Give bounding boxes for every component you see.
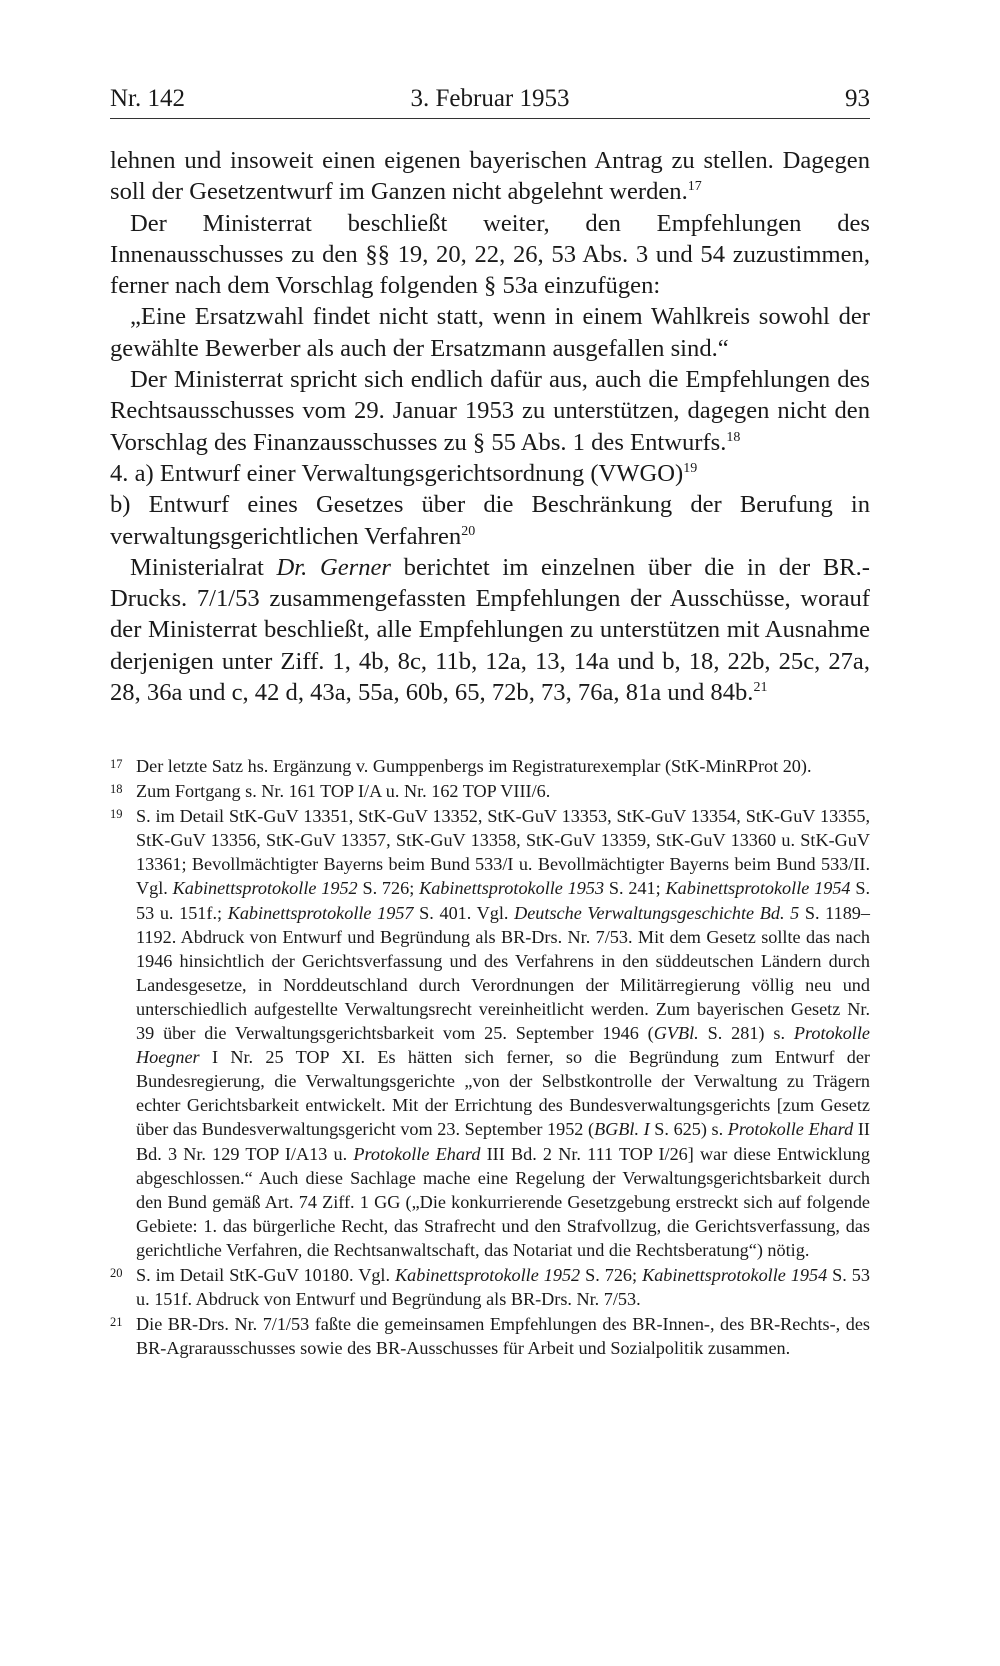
footnote-ref-17[interactable]: 17 bbox=[687, 179, 702, 195]
footnote-number: 19 bbox=[110, 807, 123, 822]
speaker-name: Dr. Gerner bbox=[276, 553, 391, 581]
footnote-17 bbox=[110, 754, 870, 778]
footnotes bbox=[110, 754, 870, 1361]
quoted-paragraph: „Eine Ersatzwahl findet nicht statt, wenn in einem Wahlkreis sowohl der gewählte Bewerber als auch der Ersatzmann ausgefallen sind.“ bbox=[110, 303, 870, 362]
paragraph-2: Der Ministerrat beschließt weiter, den Empfehlungen des Innenausschusses zu den §§ 19, 20, 22, 26, 53 Abs. 3 und 54 zuzustimmen, ferner nach dem Vorschlag folgenden § 53a einzufügen: bbox=[110, 209, 870, 300]
paragraph-1: lehnen und insoweit einen eigenen bayerischen Antrag zu stellen. Dagegen soll der Gesetzentwurf im Ganzen nicht abgelehnt werden.$^{17}$ bbox=[110, 147, 870, 206]
footnote-text: S. im Detail StK-GuV 10180. Vgl. Kabinettsprotokolle 1952 S. 726; Kabinettsprotokolle 1954 S. 53 u. 151f. Abdruck von Entwurf und Begründung als BR-Drs. Nr. 7/53. bbox=[136, 1264, 870, 1310]
footnote-ref-21[interactable]: 21 bbox=[753, 680, 768, 696]
footnote-ref-20[interactable]: 20 bbox=[461, 523, 476, 539]
document-number: Nr. 142 bbox=[110, 85, 185, 112]
page-number: 93 bbox=[845, 85, 870, 112]
paragraph-3: Der Ministerrat spricht sich endlich dafür aus, auch die Empfehlungen des Rechtsausschusses vom 29. Januar 1953 zu unterstützen, dagegen nicht den Vorschlag des Finanzausschusses zu § 55 Abs. 1 des Entwurfs.$^{18}$ bbox=[110, 366, 870, 456]
footnote-ref-19[interactable]: 19 bbox=[683, 460, 698, 476]
footnote-ref-18[interactable]: 18 bbox=[726, 429, 741, 445]
footnote-18 bbox=[110, 779, 870, 803]
running-header bbox=[110, 84, 870, 119]
footnote-text: Der letzte Satz hs. Ergänzung v. Gumppenbergs im Registraturexemplar (StK-MinRProt 20). bbox=[136, 756, 812, 776]
footnote-21 bbox=[110, 1312, 870, 1360]
agenda-item-4b: b) Entwurf eines Gesetzes über die Beschränkung der Berufung in verwaltungsgerichtlichen Verfahren$^{20}$ bbox=[110, 491, 870, 550]
main-text bbox=[110, 145, 870, 708]
footnote-number: 17 bbox=[110, 757, 123, 771]
footnote-number: 21 bbox=[110, 1315, 123, 1330]
header-date: 3. Februar 1953 bbox=[410, 85, 570, 112]
footnote-text: Zum Fortgang s. Nr. 161 TOP I/A u. Nr. 162 TOP VIII/6. bbox=[136, 781, 551, 802]
footnote-20 bbox=[110, 1263, 870, 1311]
footnote-text: Die BR-Drs. Nr. 7/1/53 faßte die gemeinsamen Empfehlungen des BR-Innen-, des BR-Rechts-, des BR-Agrarausschusses sowie des BR-Ausschusses für Arbeit und Sozialpolitik zusammen. bbox=[136, 1314, 870, 1359]
paragraph-4: Ministerialrat Dr. Gerner berichtet im einzelnen über die in der BR.-Drucks. 7/1/53 zusammengefassten Empfehlungen der Ausschüsse, worauf der Ministerrat beschließt, alle Empfehlungen zu unterstützen mit Ausnahme derjenigen unter Ziff. 1, 4b, 8c, 11b, 12a, 13, 14a und b, 18, 22b, 25c, 27a, 28, 36a und c, 42 d, 43a, 55a, 60b, 65, 72b, 73, 76a, 81a und 84b.$^{21}$ bbox=[110, 553, 870, 707]
footnote-19 bbox=[110, 804, 870, 1262]
agenda-item-4a: 4. a) Entwurf einer Verwaltungsgerichtsordnung (VWGO)$^{19}$ bbox=[110, 459, 698, 487]
footnote-number: 20 bbox=[110, 1265, 123, 1280]
footnote-number: 18 bbox=[110, 782, 123, 797]
footnote-text: S. im Detail StK-GuV 13351, StK-GuV 13352, StK-GuV 13353, StK-GuV 13354, StK-GuV 13355, StK-GuV 13356, StK-GuV 13357, StK-GuV 13358, StK-GuV 13359, StK-GuV 13360 u. StK-GuV 13361; Bevollmächtigter Bayerns beim Bund 533/I u. Bevollmächtigter Bayerns beim Bund 533/II. Vgl. Kabinettsprotokolle 1952 S. 726; Kabinettsprotokolle 1953 S. 241; Kabinettsprotokolle 1954 S. 53 u. 151f.; Kabinettsprotokolle 1957 S. 401. Vgl. Deutsche Verwaltungsgeschichte Bd. 5 S. 1189–1192. Abdruck von Entwurf und Begründung als BR-Drs. Nr. 7/53. Mit dem Gesetz sollte das nach 1946 hinsichtlich der Gerichtsverfassung und des Verfahrens in den süddeutschen Ländern durch Landesgesetze, in Norddeutschland durch Verordnungen der Militärregierung völlig neu und unterschiedlich aufgestellte Verwaltungsrecht vereinheitlicht werden. Zum bayerischen Gesetz Nr. 39 über die Verwaltungsgerichtsbarkeit vom 25. September 1946 (GVBl. S. 281) s. Protokolle Hoegner I Nr. 25 TOP XI. Es hätten sich ferner, so die Begründung zum Entwurf der Bundesregierung, die Verwaltungsgerichte „von der Selbstkontrolle der Verwaltung zu Trägern echter Gerichtsbarkeit entwickelt. Mit der Errichtung des Bundesverwaltungsgerichts [zum Gesetz über das Bundesverwaltungsgericht vom 23. September 1952 (BGBl. I S. 625) s. Protokolle Ehard II Bd. 3 Nr. 129 TOP I/A13 u. Protokolle Ehard III Bd. 2 Nr. 111 TOP I/26] war diese Entwicklung abgeschlossen.“ Auch diese Sachlage mache eine Regelung der Verwaltungsgerichtsbarkeit durch den Bund gemäß Art. 74 Ziff. 1 GG („Die konkurrierende Gesetzgebung erstreckt sich auf folgende Gebiete: 1. das bürgerliche Recht, das Strafrecht und den Strafvollzug, die Gerichtsverfassung, das gerichtliche Verfahren, die Rechtsanwaltschaft, das Notariat und die Rechtsberatung“) nötig. bbox=[136, 806, 870, 1260]
